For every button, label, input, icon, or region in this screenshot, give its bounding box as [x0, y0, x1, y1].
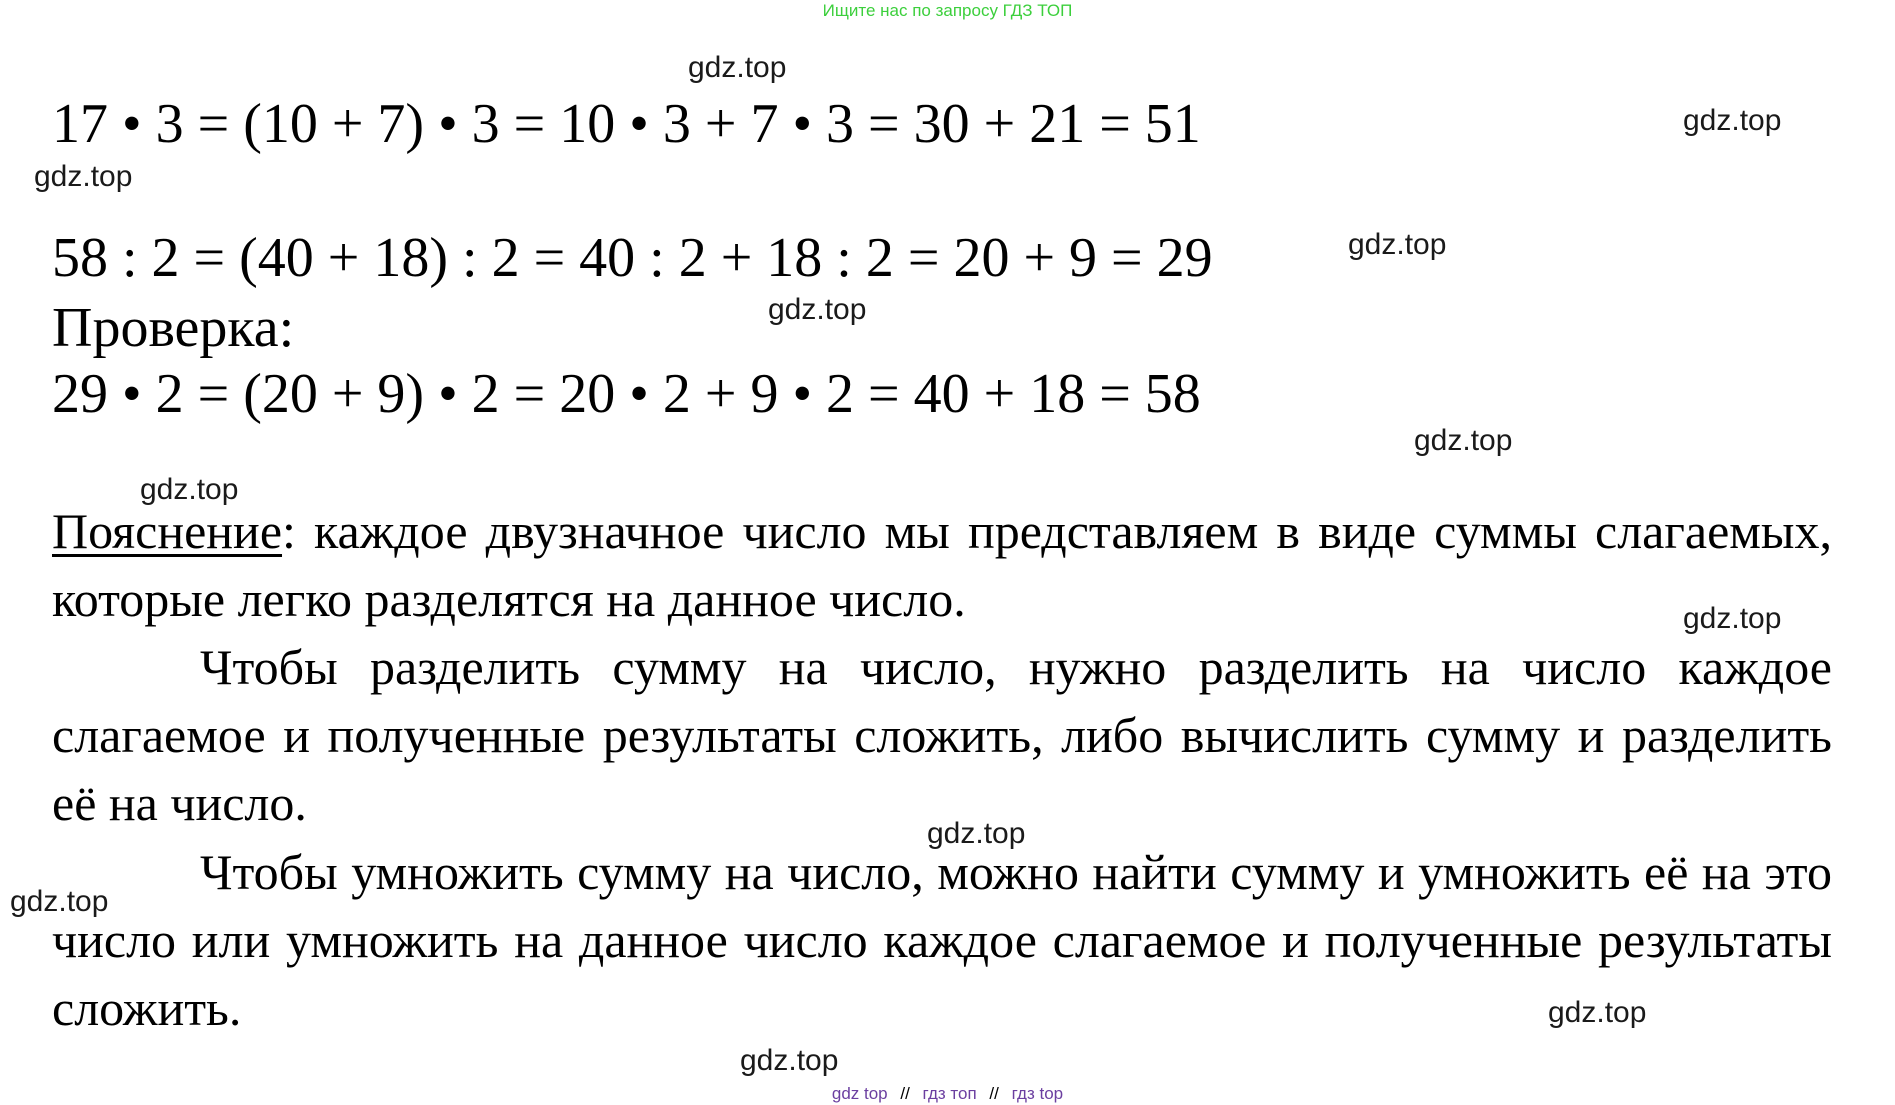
equation-multiplication: 17 • 3 = (10 + 7) • 3 = 10 • 3 + 7 • 3 = 30 + 21 = 51: [52, 93, 1201, 155]
watermark: gdz.top: [34, 160, 133, 193]
watermark: gdz.top: [1683, 104, 1782, 137]
multiplication-rule-paragraph: Чтобы умножить сумму на число, можно найти сумму и умножить её на это число или умножить на данное число каждое слагаемое и полученные результаты сложить.: [52, 844, 1832, 1036]
watermark: gdz.top: [740, 1044, 839, 1077]
check-label: Проверка:: [52, 297, 295, 359]
watermark: gdz.top: [140, 473, 239, 506]
watermark: gdz.top: [1548, 996, 1647, 1029]
watermark: gdz.top: [688, 51, 787, 84]
explanation-paragraph: [52, 497, 1832, 633]
watermark: gdz.top: [1414, 424, 1513, 457]
division-rule-paragraph: Чтобы разделить сумму на число, нужно разделить на число каждое слагаемое и полученные результаты сложить, либо вычислить сумму и разделить её на число.: [52, 639, 1832, 831]
equation-division: 58 : 2 = (40 + 18) : 2 = 40 : 2 + 18 : 2 = 20 + 9 = 29: [52, 227, 1213, 289]
footer-link-gdz-top-ru[interactable]: гдз топ: [922, 1084, 977, 1103]
top-banner: Ищите нас по запросу ГДЗ ТОП: [822, 1, 1073, 20]
equation-check: 29 • 2 = (20 + 9) • 2 = 20 • 2 + 9 • 2 = 40 + 18 = 58: [52, 363, 1201, 425]
watermark: gdz.top: [768, 293, 867, 326]
footer-links: [0, 1083, 1895, 1105]
watermark: gdz.top: [1683, 602, 1782, 635]
footer-separator: //: [900, 1084, 910, 1103]
footer-separator: //: [989, 1084, 999, 1103]
explanation-text: : каждое двузначное число мы представляем в виде суммы слагаемых, которые легко разделятся на данное число.: [52, 503, 1832, 627]
explanation-label: Пояснение: [52, 503, 283, 559]
watermark: gdz.top: [1348, 228, 1447, 261]
watermark: gdz.top: [10, 885, 109, 918]
footer-link-gdz-top[interactable]: gdz top: [831, 1084, 888, 1103]
footer-link-gdz-top-mixed[interactable]: гдз top: [1011, 1084, 1064, 1103]
watermark: gdz.top: [927, 817, 1026, 850]
